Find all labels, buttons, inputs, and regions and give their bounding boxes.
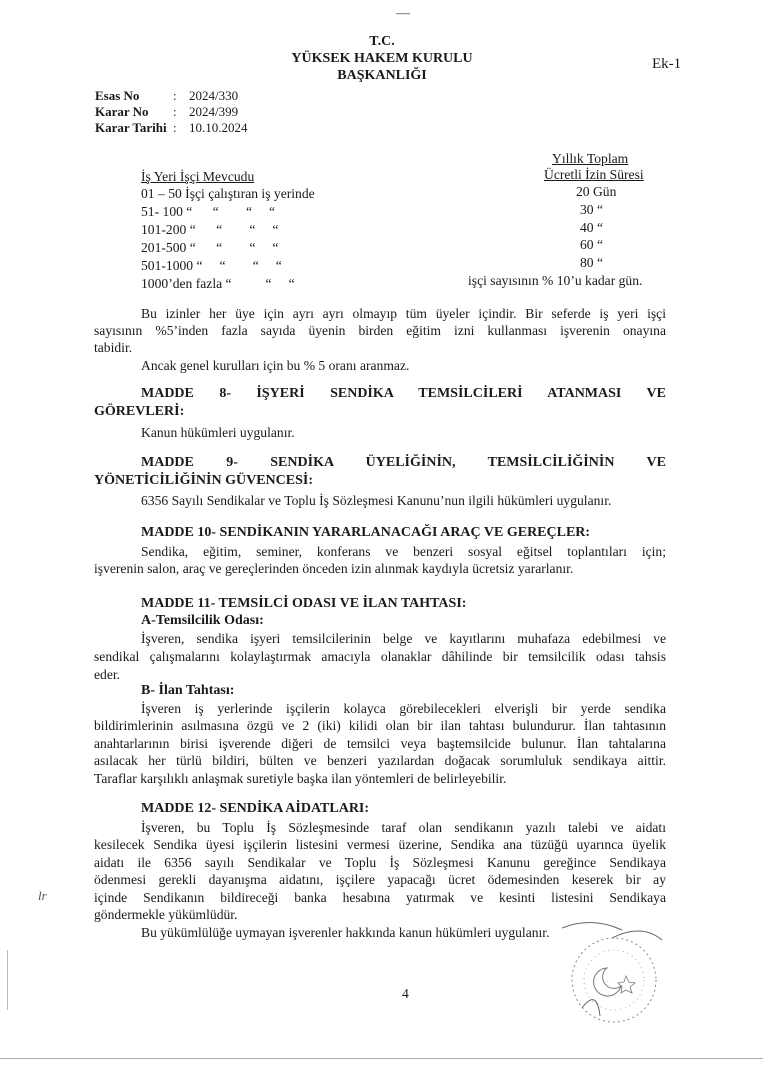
- table-row-range: 201-500 “ “ “ “: [141, 240, 279, 255]
- table-row-range: 101-200 “ “ “ “: [141, 222, 279, 237]
- madde-11-b-line: bildirimlerinin asılmasına özgü ve 2 (iki) kilidi olan bir ilan tahtası bulundurur. İlan tahtasının: [94, 718, 666, 733]
- madde-8-body: Kanun hükümleri uygulanır.: [141, 425, 295, 440]
- page-number: 4: [402, 986, 409, 1001]
- table-row-range: 51- 100 “ “ “ “: [141, 204, 276, 219]
- tarih-label: Karar Tarihi: [95, 120, 167, 135]
- esas-label: Esas No: [95, 88, 140, 103]
- madde-9-title-cont: YÖNETİCİLİĞİNİN GÜVENCESİ:: [94, 473, 313, 488]
- esas-value: 2024/330: [189, 88, 239, 103]
- annex-label: Ek-1: [652, 56, 682, 72]
- madde-12-line: içinde Sendikanın bildireceği banka hesabına yatırmak ve kesinti listesini Sendikaya: [94, 890, 666, 905]
- madde-12-line: Bu yükümlülüğe uymayan işverenler hakkında kanun hükümleri uygulanır.: [141, 925, 550, 940]
- madde-11-a-line: sendikal çalışmalarını kolaylaştırmak amacıyla olanaklar dâhilinde bir temsilcilik odası tahsis: [94, 649, 666, 664]
- karar-value: 2024/399: [189, 104, 239, 119]
- table-row-range: 501-1000 “ “ “ “: [141, 258, 282, 273]
- table-row-value: işçi sayısının % 10’u kadar gün.: [468, 273, 643, 288]
- paragraph-line: tabidir.: [94, 340, 133, 355]
- table-col1-header: İş Yeri İşçi Mevcudu: [141, 169, 255, 184]
- tarih-value: 10.10.2024: [189, 120, 248, 135]
- colon: :: [173, 120, 177, 135]
- esas-row: [95, 88, 238, 104]
- table-row-range: 1000’den fazla “ “ “: [141, 276, 295, 291]
- margin-handwritten-mark: lr: [38, 888, 47, 903]
- madde-9-title: MADDE 9- SENDİKA ÜYELİĞİNİN, TEMSİLCİLİĞİNİN VE: [141, 455, 666, 470]
- table-row-value: 60 “: [580, 237, 604, 252]
- table-row-value: 80 “: [580, 255, 604, 270]
- paragraph-line: Ancak genel kurulları için bu % 5 oranı aranmaz.: [141, 358, 410, 373]
- table-row-value: 30 “: [580, 202, 604, 217]
- madde-11-b-line: Taraflar karşılıklı anlaşmak suretiyle başka ilan yöntemleri de belirleyebilir.: [94, 771, 507, 786]
- madde-8-title: MADDE 8- İŞYERİ SENDİKA TEMSİLCİLERİ ATANMASI VE: [141, 386, 666, 401]
- madde-11-b-title: B- İlan Tahtası:: [141, 683, 235, 698]
- madde-12-line: göndermekle yükümlüdür.: [94, 907, 238, 922]
- karar-label: Karar No: [95, 104, 149, 119]
- official-seal-stamp: [552, 918, 672, 1028]
- paragraph-line: Bu izinler her üye için ayrı ayrı olmayıp tüm üyeler içindir. Bir seferde iş yeri işçi: [141, 306, 666, 321]
- madde-11-a-line: İşveren, sendika işyeri temsilcilerinin belge ve kayıtlarını muhafaza edebilmesi ve: [141, 631, 666, 646]
- madde-10-body: Sendika, eğitim, seminer, konferans ve benzeri sosyal eğitsel toplantıları için;: [141, 544, 666, 559]
- table-row-range: 01 – 50 İşçi çalıştıran iş yerinde: [141, 186, 315, 201]
- madde-9-body: 6356 Sayılı Sendikalar ve Toplu İş Sözleşmesi Kanunu’nun ilgili hükümleri uygulanır.: [141, 493, 612, 508]
- madde-11-b-line: asılacak her türlü bildiri, bülten ve benzeri yazılardan doğacak sorumluluk sendikaya aittir.: [94, 753, 666, 768]
- colon: :: [173, 88, 177, 103]
- table-col2-header-1: Yıllık Toplam: [552, 151, 629, 166]
- madde-12-line: İşveren, bu Toplu İş Sözleşmesinde taraf olan sendikanın yazılı talebi ve aidatı: [141, 820, 666, 835]
- madde-10-body-cont: işverenin salon, araç ve gereçlerinden önceden izin alınmak kaydıyla ücretsiz yararlanır.: [94, 561, 574, 576]
- header-tc: T.C.: [369, 34, 395, 49]
- karar-row: [95, 104, 238, 120]
- table-col2-header-2: Ücretli İzin Süresi: [544, 167, 644, 182]
- top-mark: —: [396, 6, 410, 21]
- header-institution: YÜKSEK HAKEM KURULU: [291, 51, 473, 66]
- madde-8-title-cont: GÖREVLERİ:: [94, 404, 185, 419]
- margin-line: [7, 950, 8, 1010]
- madde-11-a-line: eder.: [94, 667, 121, 682]
- header-presidency: BAŞKANLIĞI: [337, 68, 427, 83]
- madde-12-line: aidatı ile 6356 sayılı Sendikalar ve Toplu İş Sözleşmesi Kanunu gereğince Sendikaya: [94, 855, 666, 870]
- madde-11-a-title: A-Temsilcilik Odası:: [141, 613, 264, 628]
- madde-11-b-line: anahtarlarının birisi işverende diğeri de temsilci veya baştemsilcide bulunur. İlan tahtalarına: [94, 736, 666, 751]
- madde-12-title: MADDE 12- SENDİKA AİDATLARI:: [141, 801, 370, 816]
- bottom-rule: [0, 1058, 763, 1059]
- madde-12-line: ödenmesi gerekli dayanışma aidatını, işçilere yapacağı ücret ödemesinden keserek bir ay: [94, 872, 666, 887]
- table-row-value: 40 “: [580, 220, 604, 235]
- madde-11-b-line: İşveren iş yerlerinde işçilerin kolayca görebilecekleri elverişli bir yerde sendika: [141, 701, 666, 716]
- madde-12-line: kesilecek Sendika üyesi işçilerin listesini vermesi üzerine, Sendika ana tüzüğü uyarınca üyelik: [94, 837, 666, 852]
- tarih-row: [95, 120, 248, 136]
- colon: :: [173, 104, 177, 119]
- table-row-value: 20 Gün: [576, 184, 617, 199]
- paragraph-line: sayısının %5’inden fazla sayıda üyenin birden eğitim izni kullanması işverenin onayına: [94, 323, 666, 338]
- madde-11-title: MADDE 11- TEMSİLCİ ODASI VE İLAN TAHTASI:: [141, 596, 467, 611]
- madde-10-title: MADDE 10- SENDİKANIN YARARLANACAĞI ARAÇ VE GEREÇLER:: [141, 525, 591, 540]
